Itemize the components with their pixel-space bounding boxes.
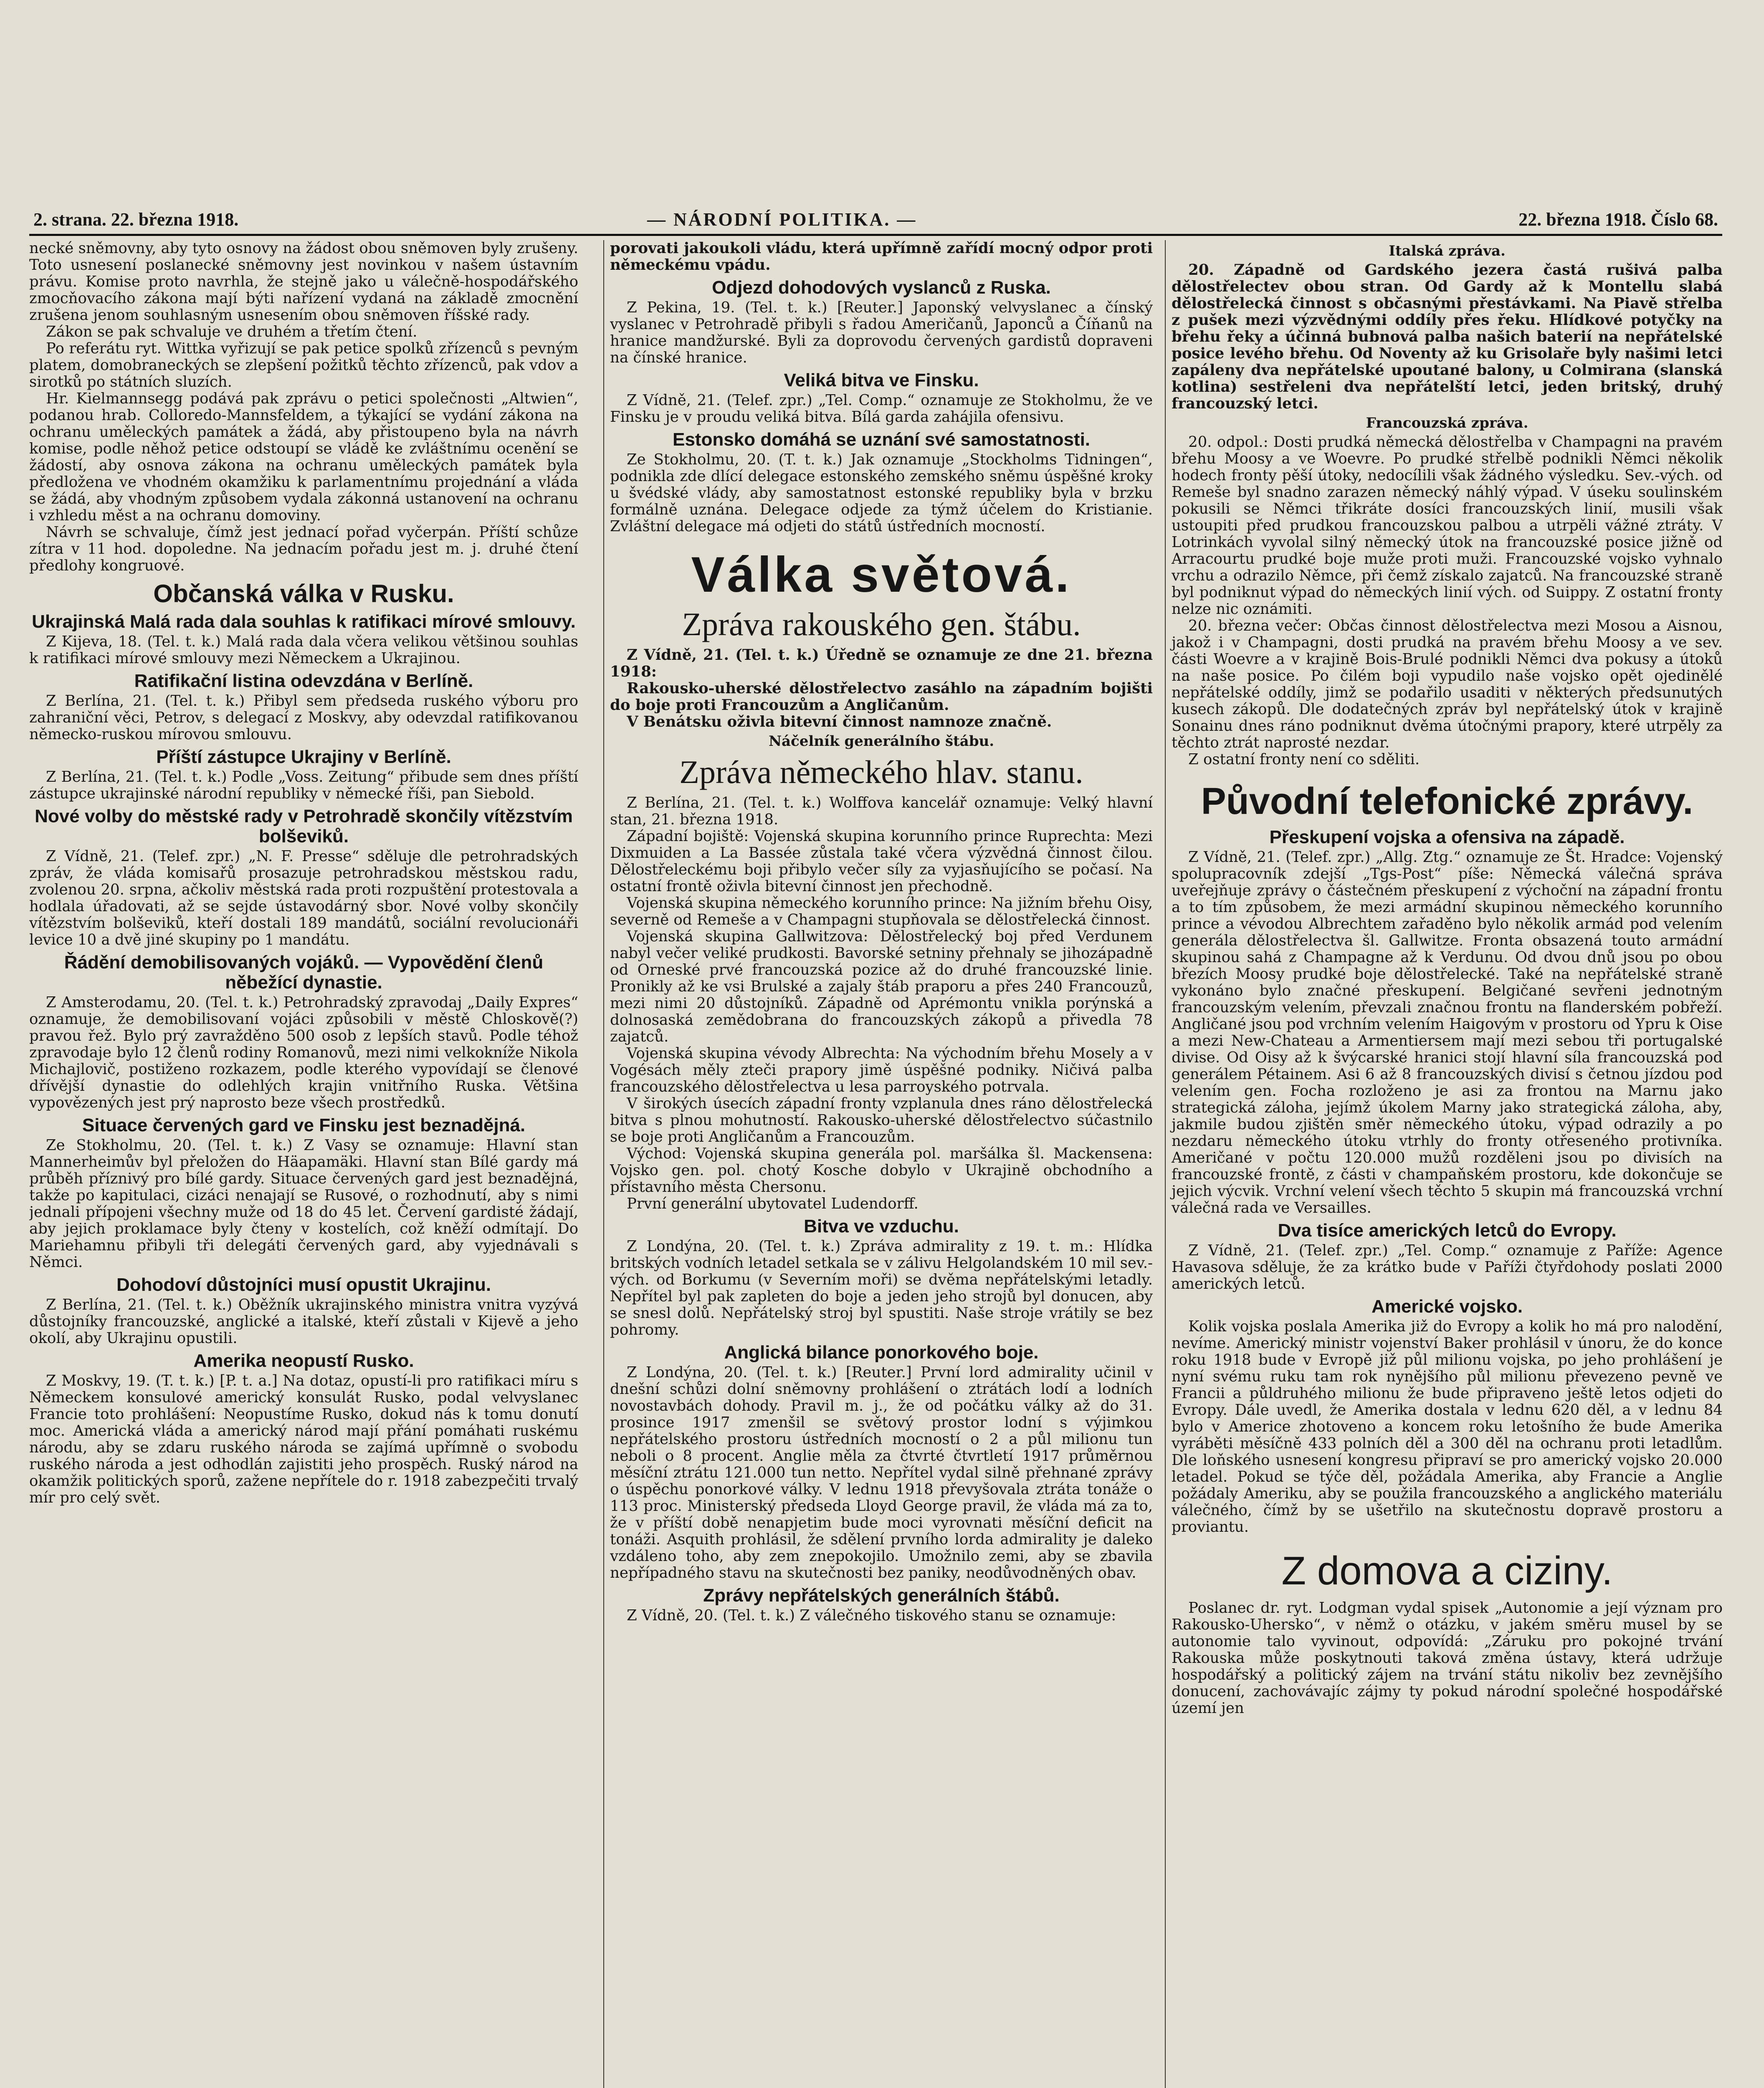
- page-header: [29, 209, 1722, 236]
- paragraph: necké sněmovny, aby tyto osnovy na žádost obou sněmoven byly zrušeny. Toto usnesení poslanecké sněmovny jest novinkou v našem ústavním právu. Komise proto navrhla, že stejně jako u válečně-hospodářského zmocňovacího zákona mají býti nařízení vydaná na základě zmocnění zrušena jenom souhlasným usnesením obou sněmoven říšské rady.: [29, 240, 578, 324]
- paragraph: Z Vídně, 21. (Telef. zpr.) „N. F. Presse“ sděluje dle petrohradských zpráv, že vláda komisařů prosazuje petrohradskou městskou radu, zvolenou 20. srpna, ačkoliv městská rada proti rozpuštění protestovala a hodlala úřadovati, až se sejde ústavodárný sbor. Nové volby skončily vítězstvím bolševiků, kteří dostali 189 mandátů, sociální revolucionáři levice 10 a dvě jiné skupiny po 1 mandátu.: [29, 848, 578, 948]
- paragraph: V Benátsku oživla bitevní činnost namnoze značně.: [627, 713, 1052, 730]
- section-heading: Občanská válka v Rusku.: [153, 580, 454, 608]
- paragraph: Z Berlína, 21. (Tel. t. k.) Podle „Voss. Zeitung“ přibude sem dnes příští zástupce ukrajinské národní republiky v německé říši, pan Siebold.: [29, 768, 578, 802]
- paragraph: Ze Stokholmu, 20. (Tel. t. k.) Z Vasy se oznamuje: Hlavní stan Mannerheimův byl přeložen do Häapamäki. Hlavní stan Bílé gardy má průběh příznivý pro bílé gardy. Situace červených gard jest beznadějná, takže po kapitulaci, cizáci nenajají se Rusové, o rozhodnutí, aby s nimi jednali přípojeni všechny muže od 18 do 45 let. Červení gardisté žádají, aby jejich proklamace byly čteny v kostelích, což kněží odmítají. Do Mariehamnu přibyli tři delegáti červených gard, aby vyjednávali s Němci.: [29, 1137, 578, 1271]
- paragraph: Vojenská skupina vévody Albrechta: Na východním břehu Mosely a v Vogésách měly zteči prapory jimě úspěšné podniky. Ničivá palba francouzského dělostřelectva u lesa parroyského potrvala.: [610, 1045, 1153, 1095]
- paragraph: Z Londýna, 20. (Tel. t. k.) [Reuter.] První lord admirality učinil v dnešní schůzi dolní sněmovny prohlášení o ztrátách lodí a lodních novostavbách dohody. Pravil m. j., že od počátku války až do 31. prosince 1917 zmenšil se světový prostor lodní s výjimkou nepřátelského prostoru ústředních mocností o 2 a půl milionu tun neboli o 8 procent. Anglie měla za čtvrté čtvrtletí 1917 průměrnou měsíční ztrátu 121.000 tun netto. Nepřítel vydal silně přehnané zprávy o úspěchu ponorkové války. V lednu 1918 převyšovala ztráta tonáže o 113 proc. Ministerský předseda Lloyd George pravil, že vláda má za to, že v příští době nenapjetim bude moci vyrovnati měsíční deficit na tonáži. Asquith prohlásil, že sdělení prvního lorda admirality je daleko vzdáleno toho, aby zem znepokojilo. Umožnilo zemi, aby se zbavila nepřípadného stavu na skutečnosti bez paniky, neodůvodněných obav.: [610, 1364, 1153, 1581]
- article-heading: Ukrajinská Malá rada dala souhlas k ratifikaci mírové smlouvy.: [32, 611, 576, 632]
- article-heading: Dohodoví důstojníci musí opustit Ukrajinu.: [116, 1275, 491, 1295]
- section-banner: Válka světová.: [691, 547, 1072, 603]
- column-2: [603, 240, 1153, 2088]
- report-heading: Zpráva německého hlav. stanu.: [679, 754, 1083, 790]
- article-heading: Bitva ve vzduchu.: [804, 1216, 959, 1237]
- article-heading: Francouzská zpráva.: [1366, 415, 1529, 431]
- paragraph: Z Vídně, 21. (Tel. t. k.) Úředně se oznamuje ze dne 21. března 1918:: [610, 646, 1153, 680]
- paragraph: Hr. Kielmannsegg podává pak zprávu o petici společnosti „Altwien“, podanou hrab. Colloredo-Mannsfeldem, a týkající se vydání zákona na ochranu uměleckých památek a žádá, aby přistoupeno byla na návrh komise, podle něhož petice odstoupí se vládě ke zvláštnímu ocenění se žádostí, aby osnova zákona na ochranu uměleckých památek byla předložena ve vhodném okamžiku k parlamentnímu projednání a vláda se žádá, aby vhodným způsobem vydala zákonná ustanovení na ochranu i vzhledu měst a na ochranu domoviny.: [29, 390, 578, 524]
- header-issue: 22. března 1918. Číslo 68.: [1519, 209, 1718, 230]
- paragraph: Kolik vojska poslala Amerika již do Evropy a kolik ho má pro nalodění, nevíme. Americký ministr vojenství Baker prohlásil v únoru, že do konce roku 1918 bude v Evropě již půl milionu vojska, po jeho prohlášení je nyní svému ruku tam rok nynějšího půl milionu převezeno pevně ve Francii a půldruhého milionu že bude připraveno ještě letos odjeti do Evropy. Dále uvedl, že Amerika dostala v lednu 620 děl, a v lednu 84 bylo v Americe zhotoveno a koncem roku letošního že bude Amerika vyráběti měsíčně 433 polních děl a 300 děl na ochranu proti letadlům. Dle loňského usnesení kongresu připraví se pro americký vojsko 20.000 letadel. Pokud se týče děl, požádala Amerika, aby Francie a Anglie požádaly Ameriku, aby se použila francouzského a anglického materiálu válečného, čímž by se ušetřilo na skutečnostu dopravě prostoru a proviantu.: [1172, 1318, 1723, 1536]
- paragraph: Ze Stokholmu, 20. (T. t. k.) Jak oznamuje „Stockholms Tidningen“, podnikla zde dlící delegace estonského zemského sněmu úspěšné kroky u švédské vlády, aby samostatnost estonské republiky byla v brzku formálně uznána. Delegace odjede za týmž účelem do Kristianie. Zvláštní delegace má odjeti do států ústředních mocností.: [610, 451, 1153, 535]
- paragraph: Z Vídně, 21. (Telef. zpr.) „Tel. Comp.“ oznamuje z Paříže: Agence Havasova sděluje, že za krátko bude v Paříži čtyřdohody poslati 2000 amerických letců.: [1172, 1242, 1723, 1292]
- paragraph: 20. odpol.: Dosti prudká německá dělostřelba v Champagni na pravém břehu Moosy a ve Woevre. Po prudké střelbě podnikli Němci několik hodech fronty pěší útoky, nedocílili však žádného výsledku. Sev.-vých. od Remeše byl snadno zarazen německý náhlý výpad. V úseku soulinském pokusili se Němci třikráte dosíci francouzských linií, musili však ustoupiti před prudkou francouzskou palbou a utrpěli vážné ztráty. V Lotrinkách vyvolal silný německý útok na francouzské posice jižně od Arracourtu prudké boje muže proti muži. Francouzské vojsko vyhnalo vrchu a odrazilo Němce, při čemž získalo zajatců. Na francouzské straně byl podniknut výpad do německých linií vých. od Suippy. Z ostatní fronty nelze nic oznámiti.: [1172, 433, 1723, 618]
- paragraph: Z Amsterodamu, 20. (Tel. t. k.) Petrohradský zpravodaj „Daily Expres“ oznamuje, že demobilisovaní vojáci způsobili v městě Chloskově(?) pravou řež. Bylo prý zavražděno 500 osob z lepších stavů. Podle téhož zpravodaje bylo 12 členů rodiny Romanovů, mezi nimi velkokníže Nikola Michajlovič, postiženo rozkazem, podle kterého vypovídají se členové dřívější dynastie do odlehlých krajin vnitřního Ruska. Většina vypovězených jest prý naprosto beze všech prostředků.: [29, 994, 578, 1111]
- paragraph: Zákon se pak schvaluje ve druhém a třetím čtení.: [46, 323, 418, 340]
- article-heading: Dva tisíce amerických letců do Evropy.: [1278, 1220, 1617, 1241]
- paragraph: Poslanec dr. ryt. Lodgman vydal spisek „Autonomie a její význam pro Rakousko-Uhersko“, v němž o otázku, v jakém směru musel by se autonomie talo vyvinout, odpovídá: „Záruku pro pokojné trvání Rakouska může poskytnouti taková změna ústavy, která udržuje hospodářský a politický zájem na trvání státu nikoliv bez zevnějšího donucení, zachovávajíc zájmy ty pokud národní společné hospodářské území jen: [1172, 1599, 1723, 1717]
- article-heading: Příští zástupce Ukrajiny v Berlíně.: [156, 747, 451, 767]
- header-masthead: — NÁRODNÍ POLITIKA. —: [647, 209, 917, 230]
- column-1: [29, 240, 578, 2088]
- header-page-date: 2. strana. 22. března 1918.: [33, 209, 239, 230]
- paragraph: Z Berlína, 21. (Tel. t. k.) Přibyl sem předseda ruského výboru pro zahraniční věci, Petrov, s delegací z Moskvy, aby odevzdal ratifikovanou německo-ruskou mírovou smlouvu.: [29, 692, 578, 743]
- paragraph: Z Londýna, 20. (Tel. t. k.) Zpráva admirality z 19. t. m.: Hlídka britských vodních letadel setkala se v zálivu Helgolandském 10 mil sev.-vých. od Borkumu (v Severním moři) se dvěma nepřátelskými letadly. Nepřítel byl pak zapleten do boje a jeden jeho strojů byl donucen, aby se snesl dolů. Nepřátelský stroj byl spustiti. Naše stroje vrátily se bez pohromy.: [610, 1238, 1153, 1338]
- article-heading: Veliká bitva ve Finsku.: [784, 370, 979, 390]
- paragraph: Vojenská skupina Gallwitzova: Dělostřelecký boj před Verdunem nabyl večer veliké prudkosti. Bavorské setniny přehnaly se jihozápadně od Orneské prvé francouzská pozice až do druhé francouzské linie. Pronikly až ke vsi Brulské a zajaly štáb praporu a přes 240 Francouzů, mezi nimi 20 důstojníků. Západně od Aprémontu vnikla porýnská a dolnosaská zemědobrana do francouzských zákopů a přivedla 78 zajatců.: [610, 928, 1153, 1045]
- signature-line: Náčelník generálního štábu.: [768, 733, 995, 750]
- paragraph: Z Berlína, 21. (Tel. t. k.) Wolffova kancelář oznamuje: Velký hlavní stan, 21. března 1918.: [610, 794, 1153, 828]
- paragraph: Východ: Vojenská skupina generála pol. maršálka šl. Mackensena: Vojsko gen. pol. chotý Kosche dobylo v Ukrajině obchodního a přístavního města Chersonu.: [610, 1145, 1153, 1196]
- paragraph: Po referátu ryt. Wittka vyřizují se pak petice spolků zřízenců s pevným platem, domobraneckých se zlepšení požitků těchto zřízenců, pak vdov a sirotků po státních sluzích.: [29, 340, 578, 390]
- article-heading: Anglická bilance ponorkového boje.: [724, 1342, 1039, 1363]
- article-heading: Estonsko domáhá se uznání své samostatnosti.: [672, 429, 1091, 450]
- paragraph: porovati jakoukoli vládu, která upřímně zařídí mocný odpor proti německému vpádu.: [610, 240, 1153, 274]
- report-heading: Zpráva rakouského gen. štábu.: [682, 606, 1081, 642]
- article-heading: Zprávy nepřátelských generálních štábů.: [703, 1585, 1060, 1606]
- paragraph: Z ostatní fronty není co sděliti.: [1188, 751, 1420, 768]
- section-banner: Z domova a ciziny.: [1281, 1548, 1613, 1593]
- article-heading: Odjezd dohodových vyslanců z Ruska.: [712, 277, 1051, 298]
- paragraph: Z Vídně, 20. (Tel. t. k.) Z válečného tiskového stanu se oznamuje:: [627, 1607, 1116, 1624]
- column-3: [1165, 240, 1723, 2088]
- paragraph: Z Kijeva, 18. (Tel. t. k.) Malá rada dala včera velikou většinou souhlas k ratifikaci mírové smlouvy mezi Německem a Ukrajinou.: [29, 633, 578, 667]
- article-heading: Italská zpráva.: [1389, 243, 1506, 259]
- paragraph: Z Vídně, 21. (Telef. zpr.) „Allg. Ztg.“ oznamuje ze Št. Hradce: Vojenský spolupracovník zdejší „Tgs-Post“ píše: Německá válečná správa uveřejňuje zprávy o částečném přeskupení z výchoční na západní frontu a to tím způsobem, že mezi armádní skupinou německého korunního prince a vévodou Albrechtem zařaděno bylo několik armád pod velením generála dělostřelectva šl. Gallwitze. Fronta obsazená touto armádní skupinou sahá z Champagne až k Verdunu. Od dvou dnů jsou po obou březích Moosy prudké boje dělostřelecké. Také na nepřátelské straně vykonáno bylo značné přeskupení. Belgičané sevřeni jednotným francouzským velením, převzali značnou frontu na flanderském pobřeží. Angličané jsou pod vrchním velením Haigovým v prostoru od Ypru k Oise a mezi New-Chateau a Armentiersem mají mezi sebou tři portugalské divise. Od Oisy až k švýcarské hranici stojí hlavní síla francouzská pod generálem Pétainem. Asi 6 až 8 francouzských divisí s četnou jízdou pod velením gen. Focha rozloženo je asi za frontou na Marnu jako strategická záloha, jejímž úkolem Marny jako strategická záloha, aby, jakmile budou zjištěn směr německého útoku, výpad odrazily a po nezdaru německého útoku vtrhly do fronty otřeseného protivníka. Američané v počtu 120.000 mužů rozděleni jsou po divisích na francouzské frontě, z části v champaňském prostoru, kde dokončuje se jejich výcvik. Vrchní velení všech těchto 5 skupin má francouzská vrchní válečná rada ve Versailles.: [1172, 849, 1723, 1216]
- paragraph: Z Moskvy, 19. (T. t. k.) [P. t. a.] Na dotaz, opustí-li pro ratifikaci míru s Německem konsulové americký konsulát Rusko, podal velvyslanec Francie toto prohlášení: Neopustíme Rusko, dokud nás k tomu donutí moc. Americká vláda a americký národ mají přání pomáhati ruskému národu, aby se zdaru ruského národa se zajímá upřímně o svobodu ruského národa a jest odhodlán zajistiti jeho prospěch. Ruský národ na okamžik politických sporů, zažene nepřítele do r. 1918 zabezpečiti trvalý mír pro celý svět.: [29, 1372, 578, 1506]
- article-heading: Ratifikační listina odevzdána v Berlíně.: [134, 671, 473, 691]
- paragraph: V širokých úsecích západní fronty vzplanula dnes ráno dělostřelecká bitva s plnou mohutností. Rakousko-uherské dělostřelectvo súčastnilo se boje proti Angličanům a Francouzům.: [610, 1095, 1153, 1145]
- article-heading: Situace červených gard ve Finsku jest beznadějná.: [82, 1115, 526, 1135]
- article-heading: Americké vojsko.: [1372, 1296, 1523, 1317]
- paragraph: Návrh se schvaluje, čímž jest jednací pořad vyčerpán. Příští schůze zítra v 11 hod. dopoledne. Na jednacím pořadu jest m. j. druhé čtení předlohy kongruové.: [29, 524, 578, 574]
- article-heading: Amerika neopustí Rusko.: [193, 1351, 414, 1371]
- paragraph: Západní bojiště: Vojenská skupina korunního prince Ruprechta: Mezi Dixmuiden a La Bassée zůstala také včera výzvědná činnost čilou. Dělostřeleckému boji přibylo večer síly za vyjasňujícího se počasí. Na ostatní frontě oživla bitevní činnost jen přechodně.: [610, 828, 1153, 895]
- article-heading: Nové volby do městské rady v Petrohradě skončily vítězstvím bolševiků.: [35, 806, 573, 846]
- paragraph: Z Berlína, 21. (Tel. t. k.) Oběžník ukrajinského ministra vnitra vyzývá důstojníky francouzské, anglické a italské, kteří zůstali v Kijevě a jeho okolí, aby Ukrajinu opustili.: [29, 1296, 578, 1347]
- paragraph: Z Vídně, 21. (Telef. zpr.) „Tel. Comp.“ oznamuje ze Stokholmu, že ve Finsku je v proudu veliká bitva. Bílá garda zahájila ofensivu.: [610, 392, 1153, 426]
- paragraph: 20. března večer: Občas činnost dělostřelectva mezi Mosou a Aisnou, jakož i v Champagni, dosti prudká na pravém břehu Moosy a ve sev. části Woevre a v krajině Bois-Brulé podnikli Němci dva pokusy a útoků na naše posice. Po čilém boji vypudilo naše vojsko opět ojedinělé nepřátelské oddíly, jimž se podařilo usaditi v některých předsunutých kusech zákopů. Dle dodatečných zpráv byl nepřátelský útok v krajině Sonainu dnes ráno podniknut dvěma útočnými prapory, které utrpěly za těchto ztrát naprosté nezdar.: [1172, 617, 1723, 751]
- article-heading: Řádění demobilisovaných vojáků. — Vypovědění členů něbežící dynastie.: [64, 952, 544, 993]
- paragraph: Rakousko-uherské dělostřelectvo zasáhlo na západním bojišti do boje proti Francouzům a Angličanům.: [610, 680, 1153, 714]
- paragraph: Vojenská skupina německého korunního prince: Na jižním břehu Oisy, severně od Remeše a v Champagni stupňovala se dělostřelecká činnost.: [610, 894, 1153, 928]
- article-heading: Přeskupení vojska a ofensiva na západě.: [1269, 827, 1625, 847]
- paragraph: První generální ubytovatel Ludendorff.: [627, 1195, 919, 1212]
- paragraph: 20. Západně od Gardského jezera častá rušivá palba dělostřelectev obou stran. Od Gardy až k Montellu slabá dělostřelecká činnost s občasnými přestávkami. Na Piavě střelba z pušek mezi výzvědnými oddíly přes řeku. Hlídkové potyčky na břehu řeky a účinná bubnová palba našich baterií na nepřátelské posice levého břehu. Od Noventy až ku Grisolaře byly našimi letci zapáleny dva nepřátelské upoutané balony, u Colmirana (slanská kotlina) sestřeleni dva nepřátelští letci, jeden britský, druhý francouzský letci.: [1172, 261, 1723, 412]
- paragraph: Z Pekina, 19. (Tel. t. k.) [Reuter.] Japonský velvyslanec a čínský vyslanec v Petrohradě přibyli s řadou Američanů, Japonců a Číňanů na hranice mandžurské. Byli za doprovodu červených gardistů dopraveni na čínské hranice.: [610, 299, 1153, 366]
- section-banner: Původní telefonické zprávy.: [1201, 780, 1693, 822]
